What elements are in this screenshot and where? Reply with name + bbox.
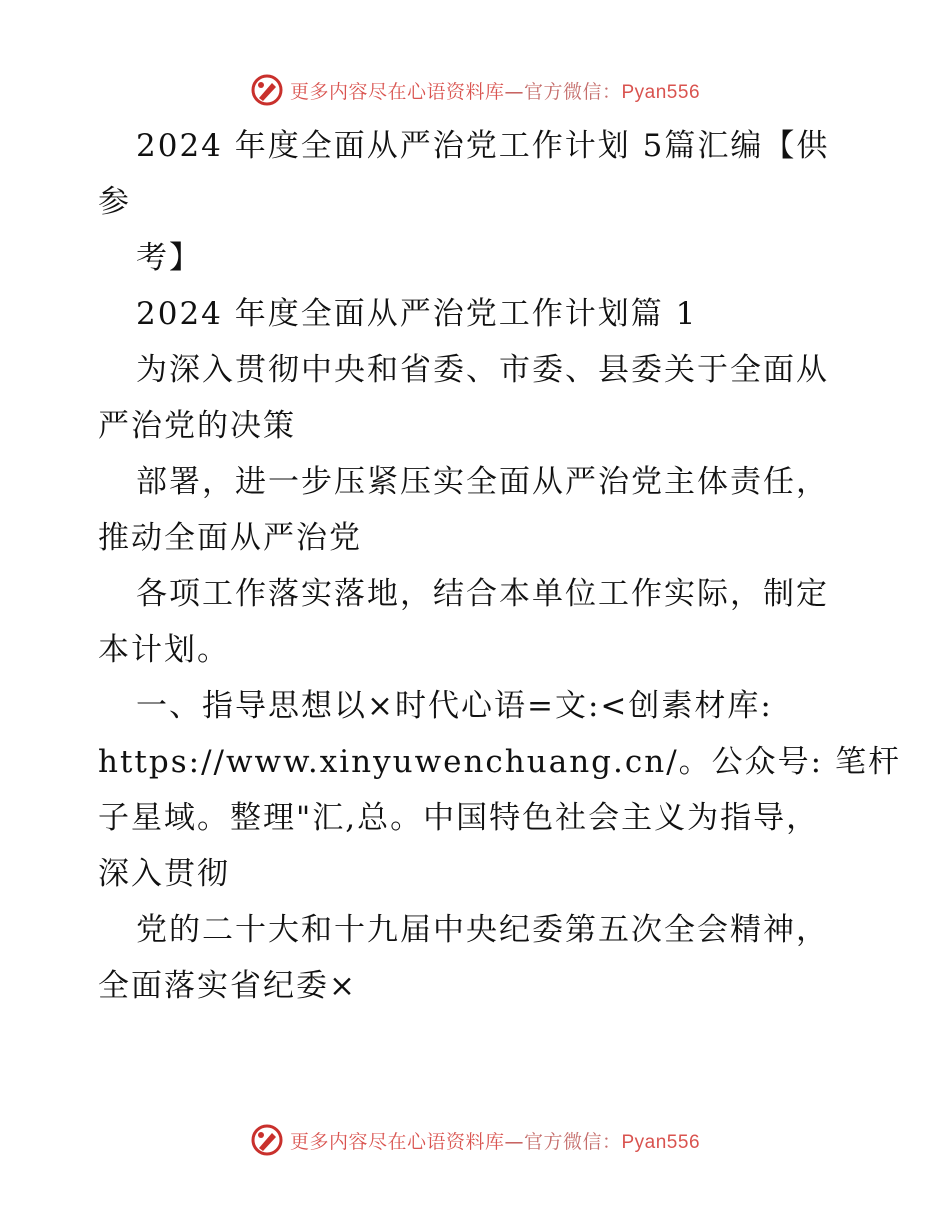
paragraph-line: 一、指导思想以×时代心语=文:<创素材库: [136, 688, 773, 724]
footer-brand-text: 更多内容尽在心语资料库 [289, 1130, 505, 1153]
paragraph-line: https://www.xinyuwenchuang.cn/。公众号: 笔杆 [98, 744, 901, 780]
paragraph-line: 党的二十大和十九届中央纪委第五次全会精神， [136, 912, 829, 948]
paragraph-line: 全面落实省纪委× [98, 968, 357, 1004]
footer-dash: — [504, 1130, 524, 1153]
footer-watermark-banner [0, 1120, 950, 1160]
paragraph-line: 各项工作落实落地，结合本单位工作实际，制定 [136, 576, 829, 612]
header-watermark-text [290, 77, 700, 104]
paragraph-line: 为深入贯彻中央和省委、市委、县委关于全面从 [136, 352, 829, 388]
doc-title-line-2: 参 [98, 184, 131, 220]
header-wechat-id: Pyan556 [621, 81, 701, 103]
document-body [98, 118, 901, 1014]
footer-wechat-id: Pyan556 [621, 1131, 701, 1153]
paragraph-line: 部署，进一步压紧压实全面从严治党主体责任， [136, 464, 829, 500]
paragraph-line: 子星域。整理"汇,总。中国特色社会主义为指导， [98, 800, 820, 836]
pen-logo-icon [250, 73, 284, 107]
section-heading: 2024 年度全面从严治党工作计划篇 1 [136, 296, 698, 332]
footer-watermark-text [290, 1127, 700, 1154]
header-wechat-label: 官方微信： [523, 80, 622, 103]
footer-wechat-label: 官方微信： [523, 1130, 622, 1153]
doc-title-line-3: 考】 [136, 240, 202, 276]
paragraph-line: 本计划。 [98, 632, 230, 668]
paragraph-line: 严治党的决策 [98, 408, 296, 444]
paragraph-line: 深入贯彻 [98, 856, 230, 892]
paragraph-line: 推动全面从严治党 [98, 520, 362, 556]
header-brand-text: 更多内容尽在心语资料库 [289, 80, 505, 103]
pen-logo-icon [250, 1123, 284, 1157]
doc-title-line-1: 2024 年度全面从严治党工作计划 5篇汇编【供 [136, 128, 830, 164]
header-watermark-banner [0, 70, 950, 110]
header-dash: — [504, 80, 524, 103]
